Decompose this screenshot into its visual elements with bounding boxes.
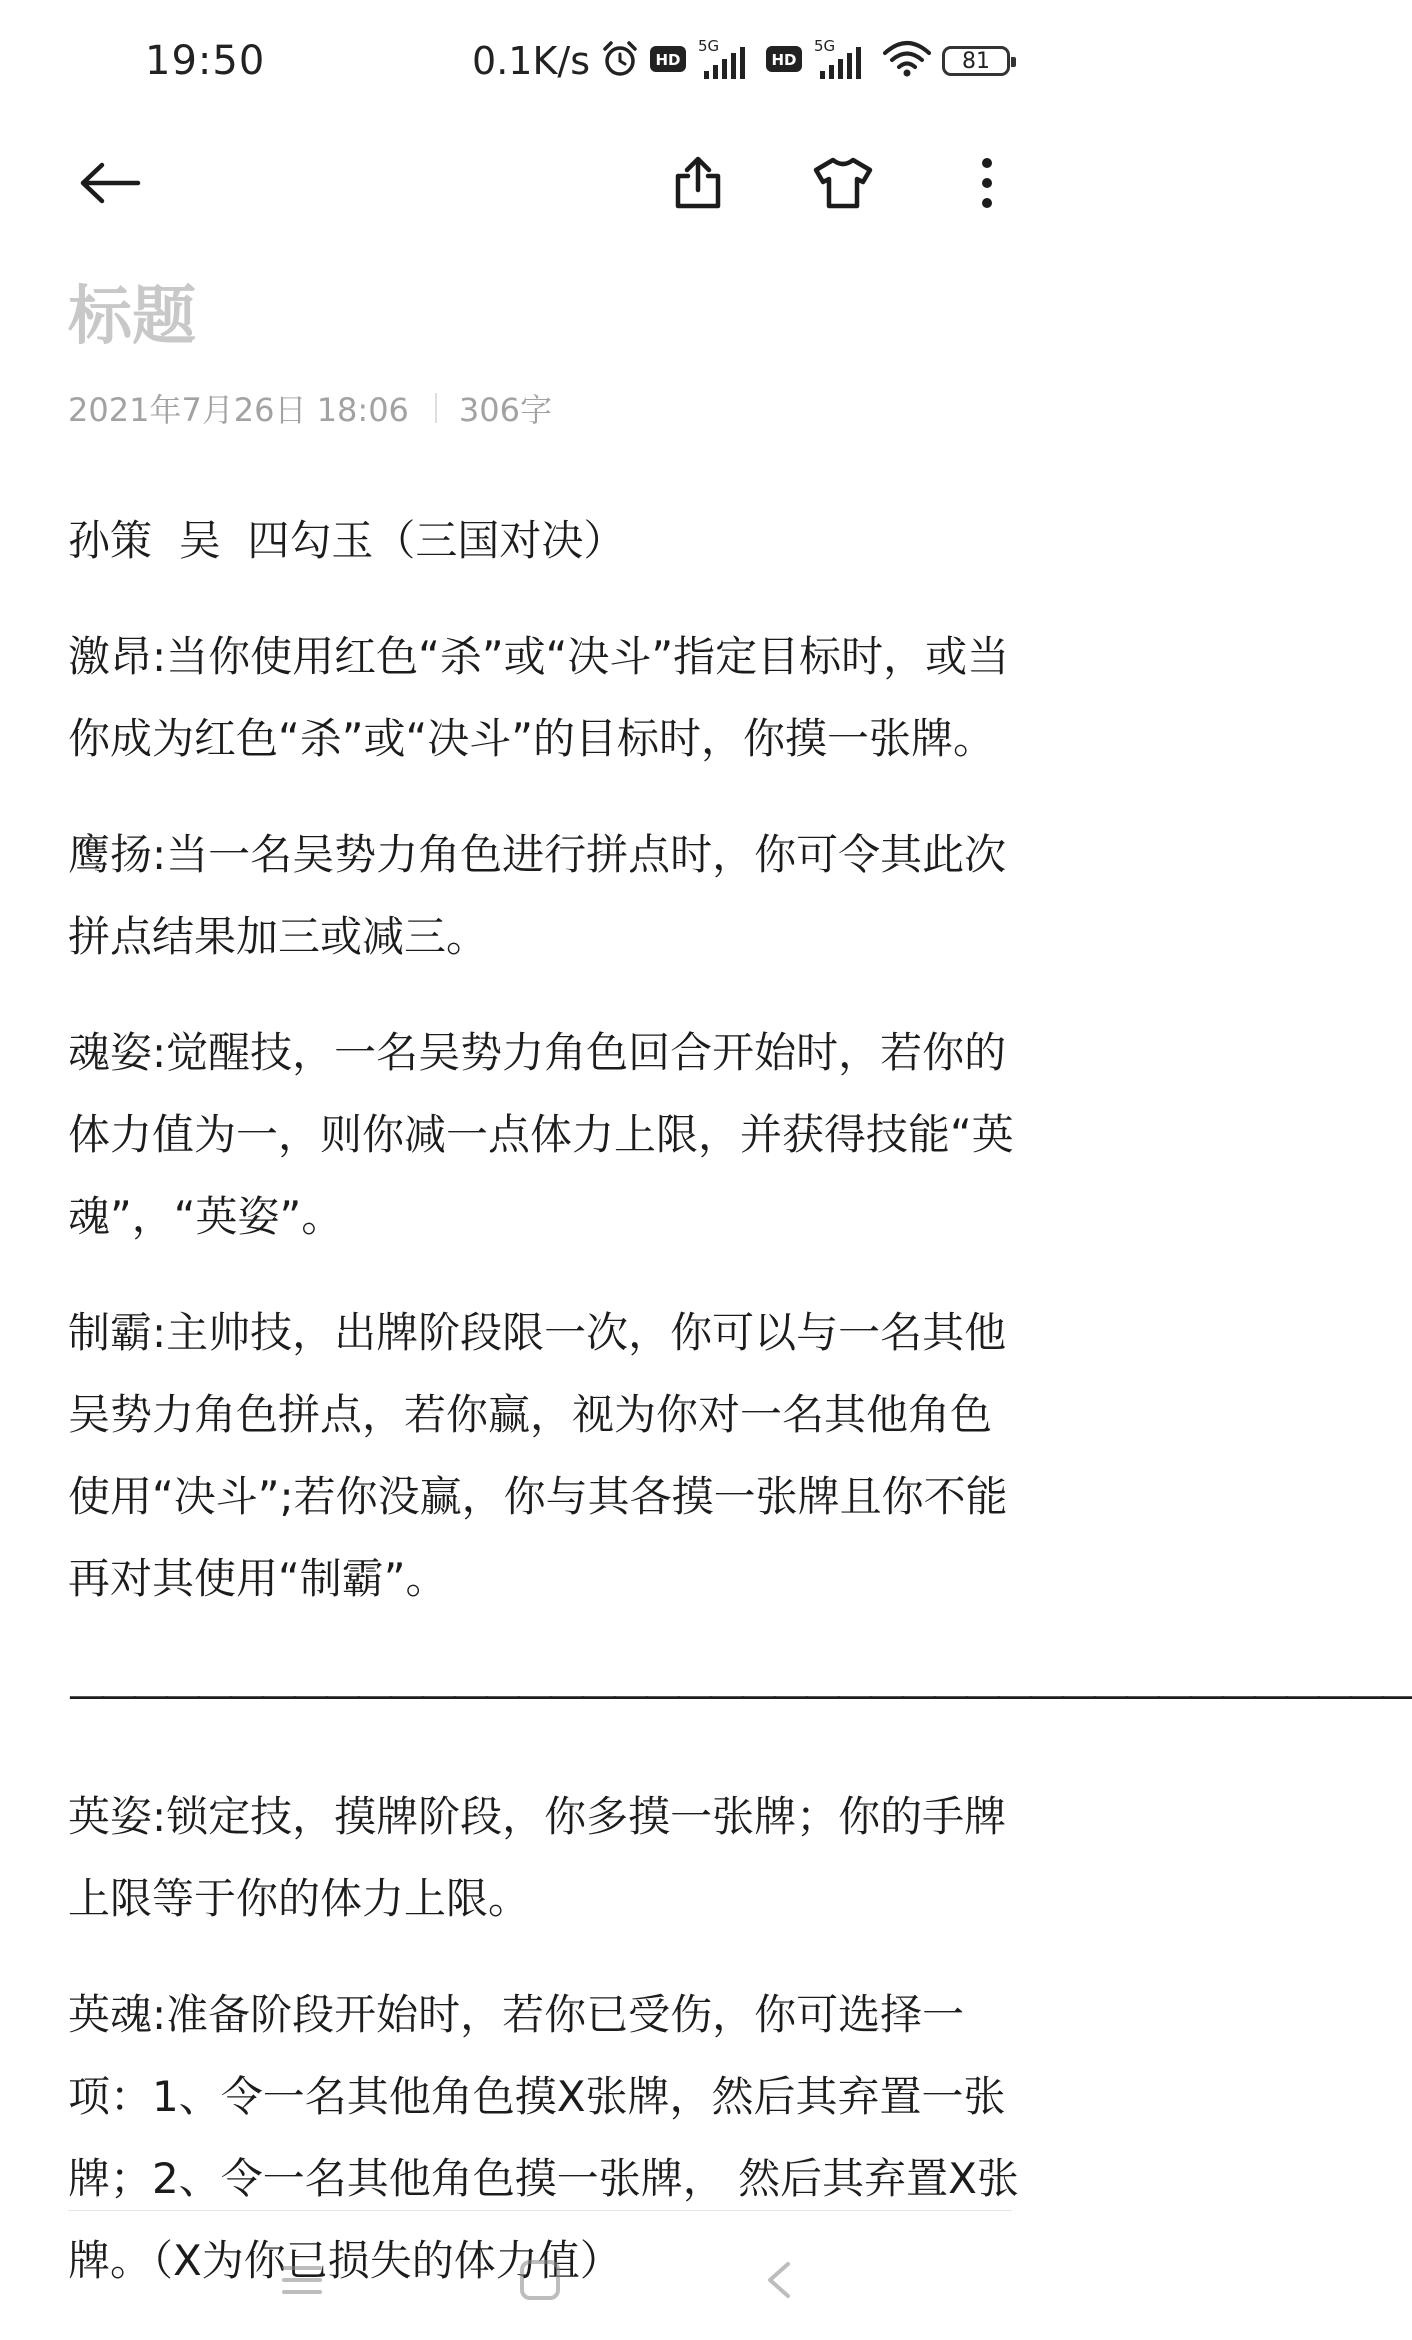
note-meta bbox=[68, 385, 552, 431]
hd-badge-icon bbox=[650, 46, 686, 76]
note-paragraph: 激昂:当你使用红色“杀”或“决斗”指定目标时，或当你成为红色“杀”或“决斗”的目标时，你摸一张牌。 bbox=[68, 632, 1010, 763]
svg-text:5G: 5G bbox=[698, 37, 720, 55]
meta-divider bbox=[435, 393, 437, 423]
share-icon bbox=[672, 156, 724, 210]
status-indicators bbox=[472, 36, 1010, 86]
back-button[interactable] bbox=[75, 148, 145, 218]
signal-5g-icon bbox=[812, 37, 872, 85]
battery-icon bbox=[942, 46, 1010, 76]
word-count: 306字 bbox=[458, 391, 553, 429]
status-bar bbox=[0, 0, 1080, 120]
svg-text:HD: HD bbox=[655, 51, 681, 69]
more-vertical-icon bbox=[977, 157, 997, 209]
arrow-left-icon bbox=[78, 161, 142, 205]
note-paragraph: 孙策 吴 四勾玉（三国对决） bbox=[68, 516, 626, 565]
note-paragraph: 英姿:锁定技，摸牌阶段，你多摸一张牌；你的手牌上限等于你的体力上限。 bbox=[68, 1792, 1007, 1923]
wifi-icon bbox=[882, 39, 932, 83]
editor-toolbar bbox=[0, 120, 1080, 240]
nav-divider bbox=[68, 2210, 1012, 2211]
nav-home-button[interactable] bbox=[510, 2255, 570, 2305]
note-title-input[interactable]: 标题 bbox=[68, 280, 196, 354]
theme-button[interactable] bbox=[808, 148, 878, 218]
nav-back-button[interactable] bbox=[748, 2255, 808, 2305]
tshirt-icon bbox=[812, 156, 874, 210]
hd-badge-icon bbox=[766, 46, 802, 76]
note-paragraph: 鹰扬:当一名吴势力角色进行拼点时，你可令其此次拼点结果加三或减三。 bbox=[68, 830, 1007, 961]
battery-level: 81 bbox=[962, 48, 990, 74]
note-body-editor[interactable] bbox=[68, 500, 1412, 2336]
note-paragraph: 英魂:准备阶段开始时，若你已受伤，你可选择一项：1、令一名其他角色摸X张牌，然后其弃置一张牌；2、令一名其他角色摸一张牌， 然后其弃置X张牌。（X为你已损失的体力值） bbox=[68, 1990, 1019, 2285]
svg-text:HD: HD bbox=[771, 51, 797, 69]
alarm-clock-icon bbox=[600, 39, 640, 83]
signal-5g-icon bbox=[696, 37, 756, 85]
back-chevron-icon bbox=[760, 2258, 796, 2302]
nav-menu-button[interactable] bbox=[272, 2255, 332, 2305]
note-paragraph: 魂姿:觉醒技，一名吴势力角色回合开始时，若你的体力值为一，则你减一点体力上限，并获得技能“英魂”，“英姿”。 bbox=[68, 1028, 1014, 1241]
menu-icon bbox=[280, 2262, 324, 2298]
home-icon bbox=[518, 2258, 562, 2302]
status-time: 19:50 bbox=[145, 38, 266, 84]
more-options-button[interactable] bbox=[952, 148, 1022, 218]
separator-line: —————————————————————————————————————————— bbox=[68, 1673, 1412, 1717]
note-date: 2021年7月26日 18:06 bbox=[68, 391, 409, 429]
share-button[interactable] bbox=[663, 148, 733, 218]
network-speed: 0.1K/s bbox=[472, 39, 590, 83]
svg-text:5G: 5G bbox=[814, 37, 836, 55]
note-paragraph: 制霸:主帅技，出牌阶段限一次，你可以与一名其他吴势力角色拼点，若你赢，视为你对一名其他角色使用“决斗”;若你没赢，你与其各摸一张牌且你不能再对其使用“制霸”。 bbox=[68, 1308, 1008, 1603]
